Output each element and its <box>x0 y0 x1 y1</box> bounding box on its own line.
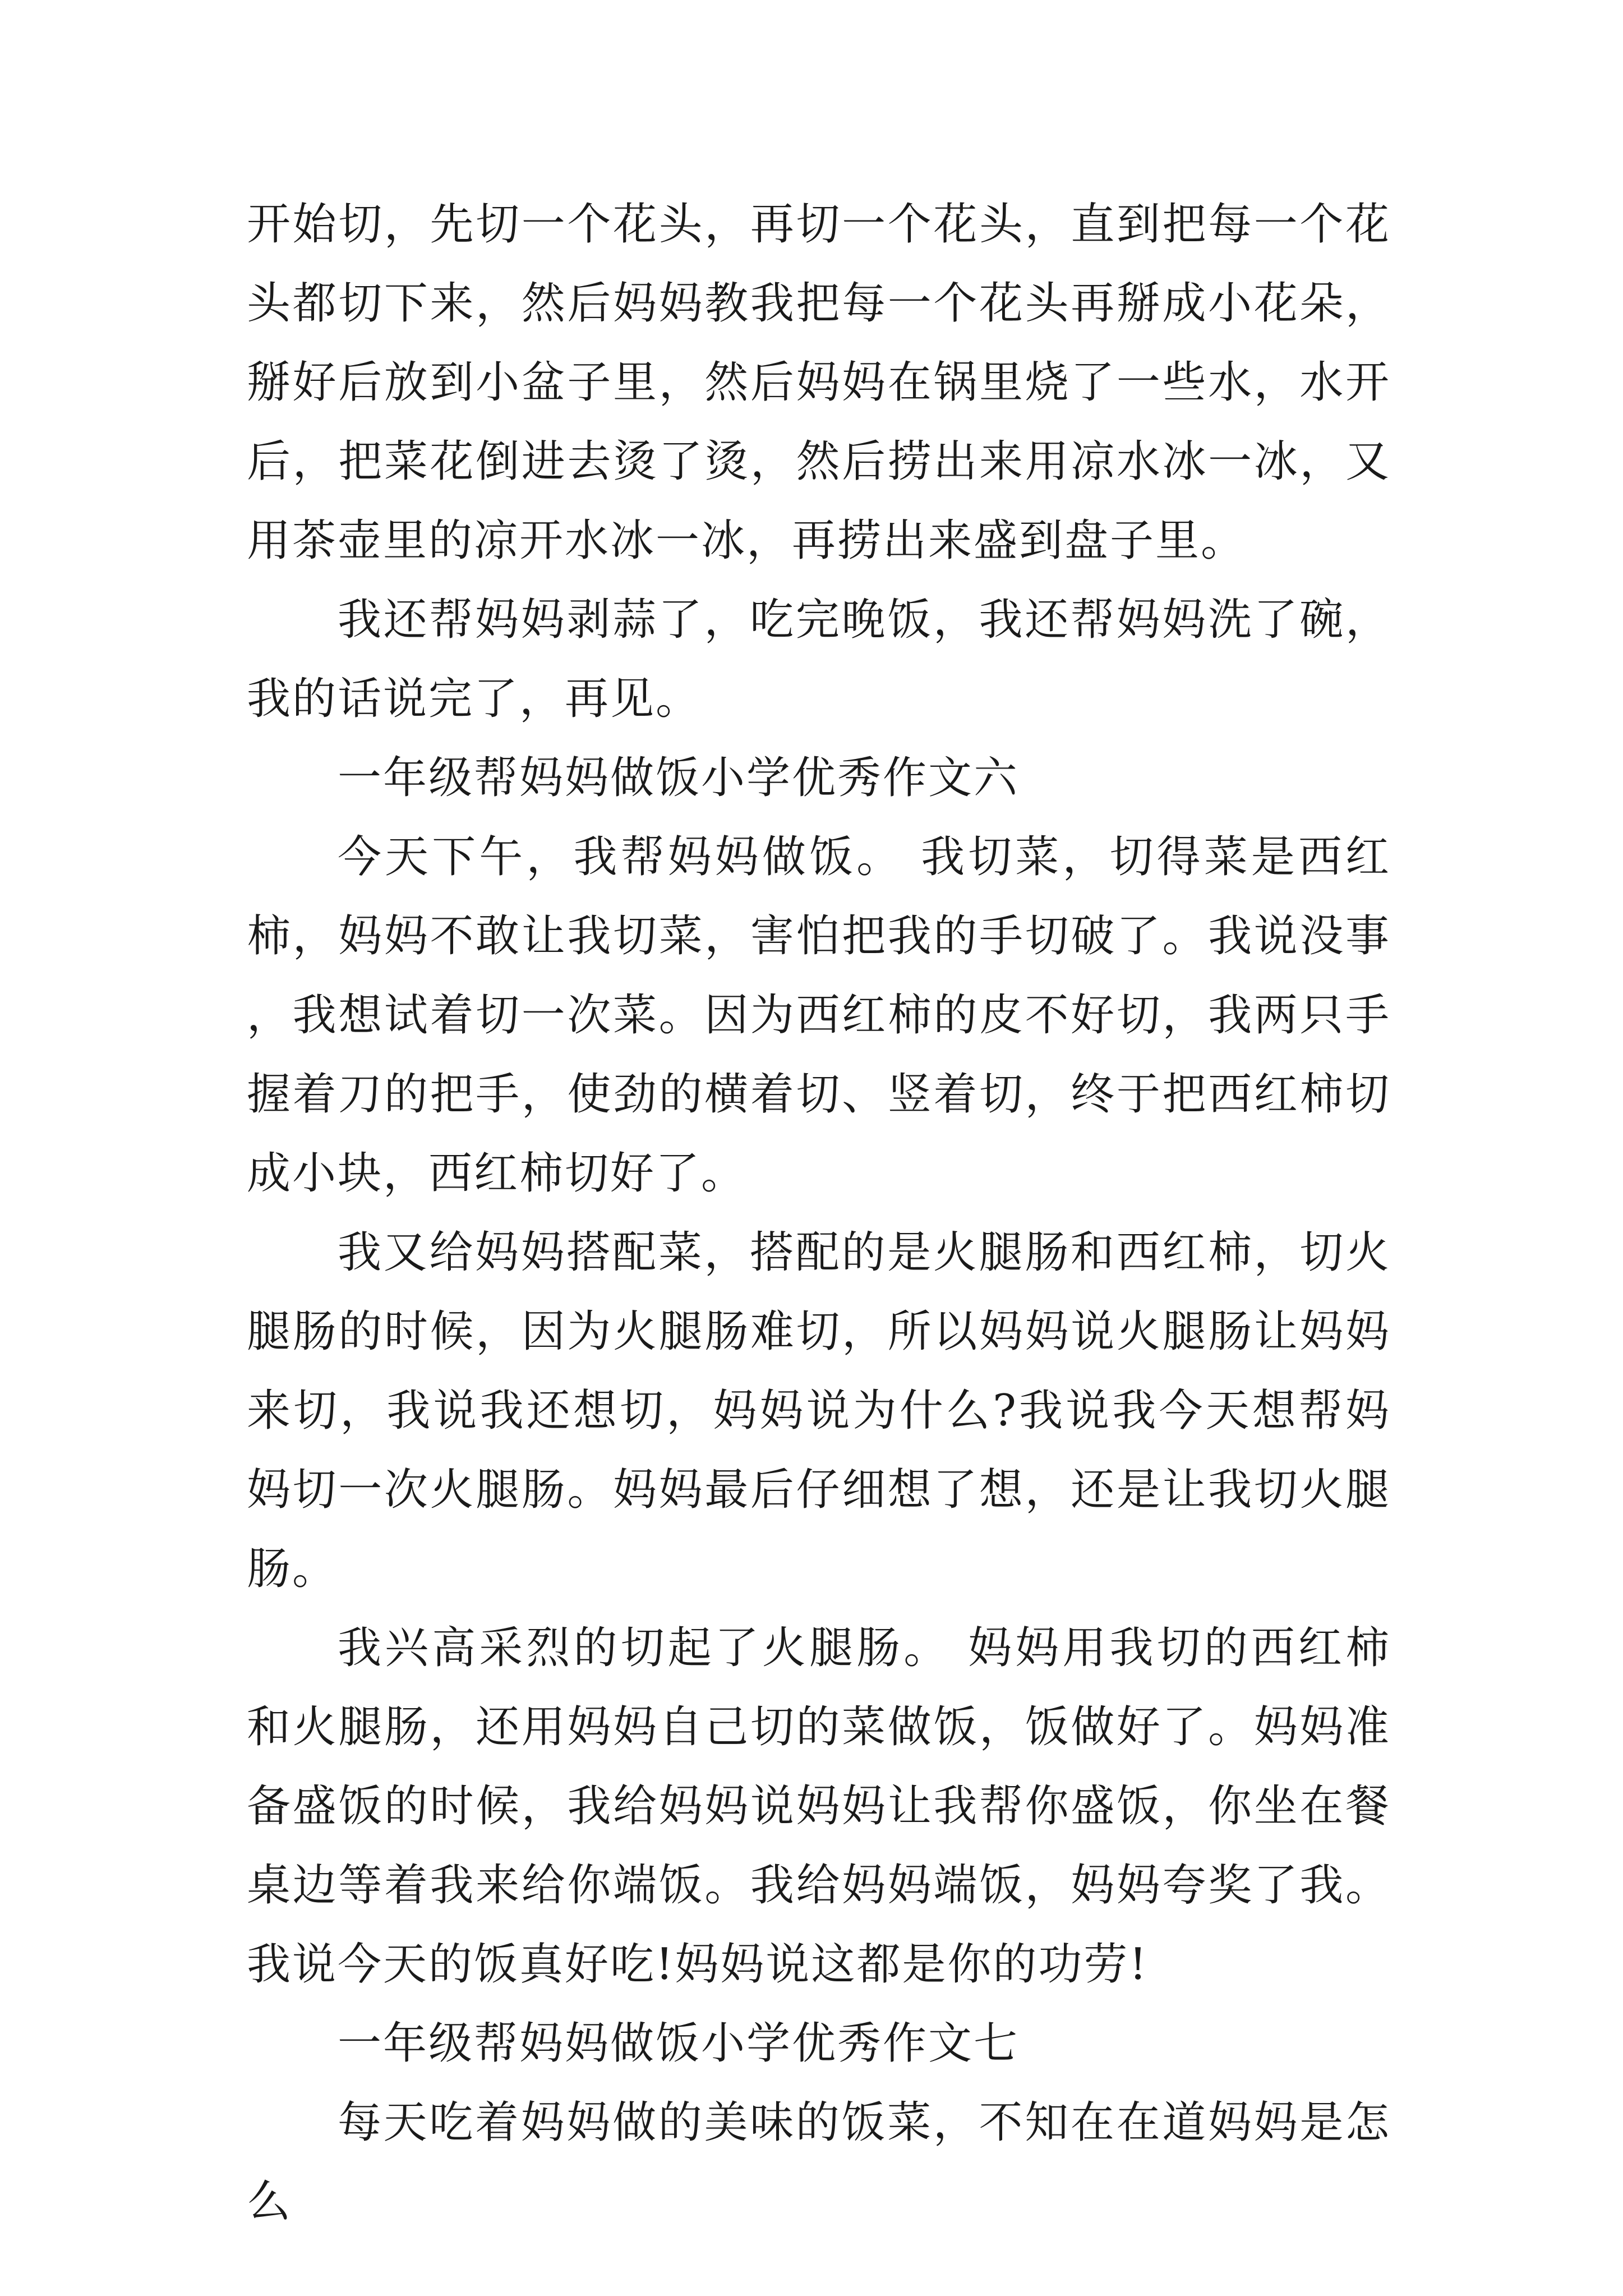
essay-body <box>247 185 1391 2242</box>
section-heading-7: 一年级帮妈妈做饭小学优秀作文七 <box>338 2018 1020 2069</box>
section-heading-6: 一年级帮妈妈做饭小学优秀作文六 <box>338 753 1020 803</box>
paragraph-4: 我又给妈妈搭配菜，搭配的是火腿肠和西红柿，切火腿肠的时候，因为火腿肠难切，所以妈妈说火腿肠让妈妈来切，我说我还想切，妈妈说为什么?我说我今天想帮妈妈切一次火腿肠。妈妈最后仔细想了想，还是让我切火腿肠。 <box>247 1227 1391 1594</box>
paragraph-1: 开始切，先切一个花头，再切一个花头，直到把每一个花头都切下来，然后妈妈教我把每一个花头再掰成小花朵，掰好后放到小盆子里，然后妈妈在锅里烧了一些水，水开后，把菜花倒进去烫了烫，然后捞出来用凉水冰一冰，又用茶壶里的凉开水冰一冰，再捞出来盛到盘子里。 <box>247 199 1391 566</box>
paragraph-3: 今天下午，我帮妈妈做饭。 我切菜，切得菜是西红柿，妈妈不敢让我切菜，害怕把我的手切破了。我说没事，我想试着切一次菜。因为西红柿的皮不好切，我两只手握着刀的把手，使劲的横着切、竖着切，终于把西红柿切成小块，西红柿切好了。 <box>247 832 1391 1199</box>
paragraph-6: 每天吃着妈妈做的美味的饭菜，不知在在道妈妈是怎么 <box>247 2097 1391 2227</box>
paragraph-5: 我兴高采烈的切起了火腿肠。 妈妈用我切的西红柿和火腿肠，还用妈妈自己切的菜做饭，饭做好了。妈妈准备盛饭的时候，我给妈妈说妈妈让我帮你盛饭，你坐在餐桌边等着我来给你端饭。我给妈妈端饭，妈妈夸奖了我。我说今天的饭真好吃!妈妈说这都是你的功劳! <box>247 1623 1391 1990</box>
paragraph-2: 我还帮妈妈剥蒜了，吃完晚饭，我还帮妈妈洗了碗，我的话说完了，再见。 <box>247 595 1391 724</box>
